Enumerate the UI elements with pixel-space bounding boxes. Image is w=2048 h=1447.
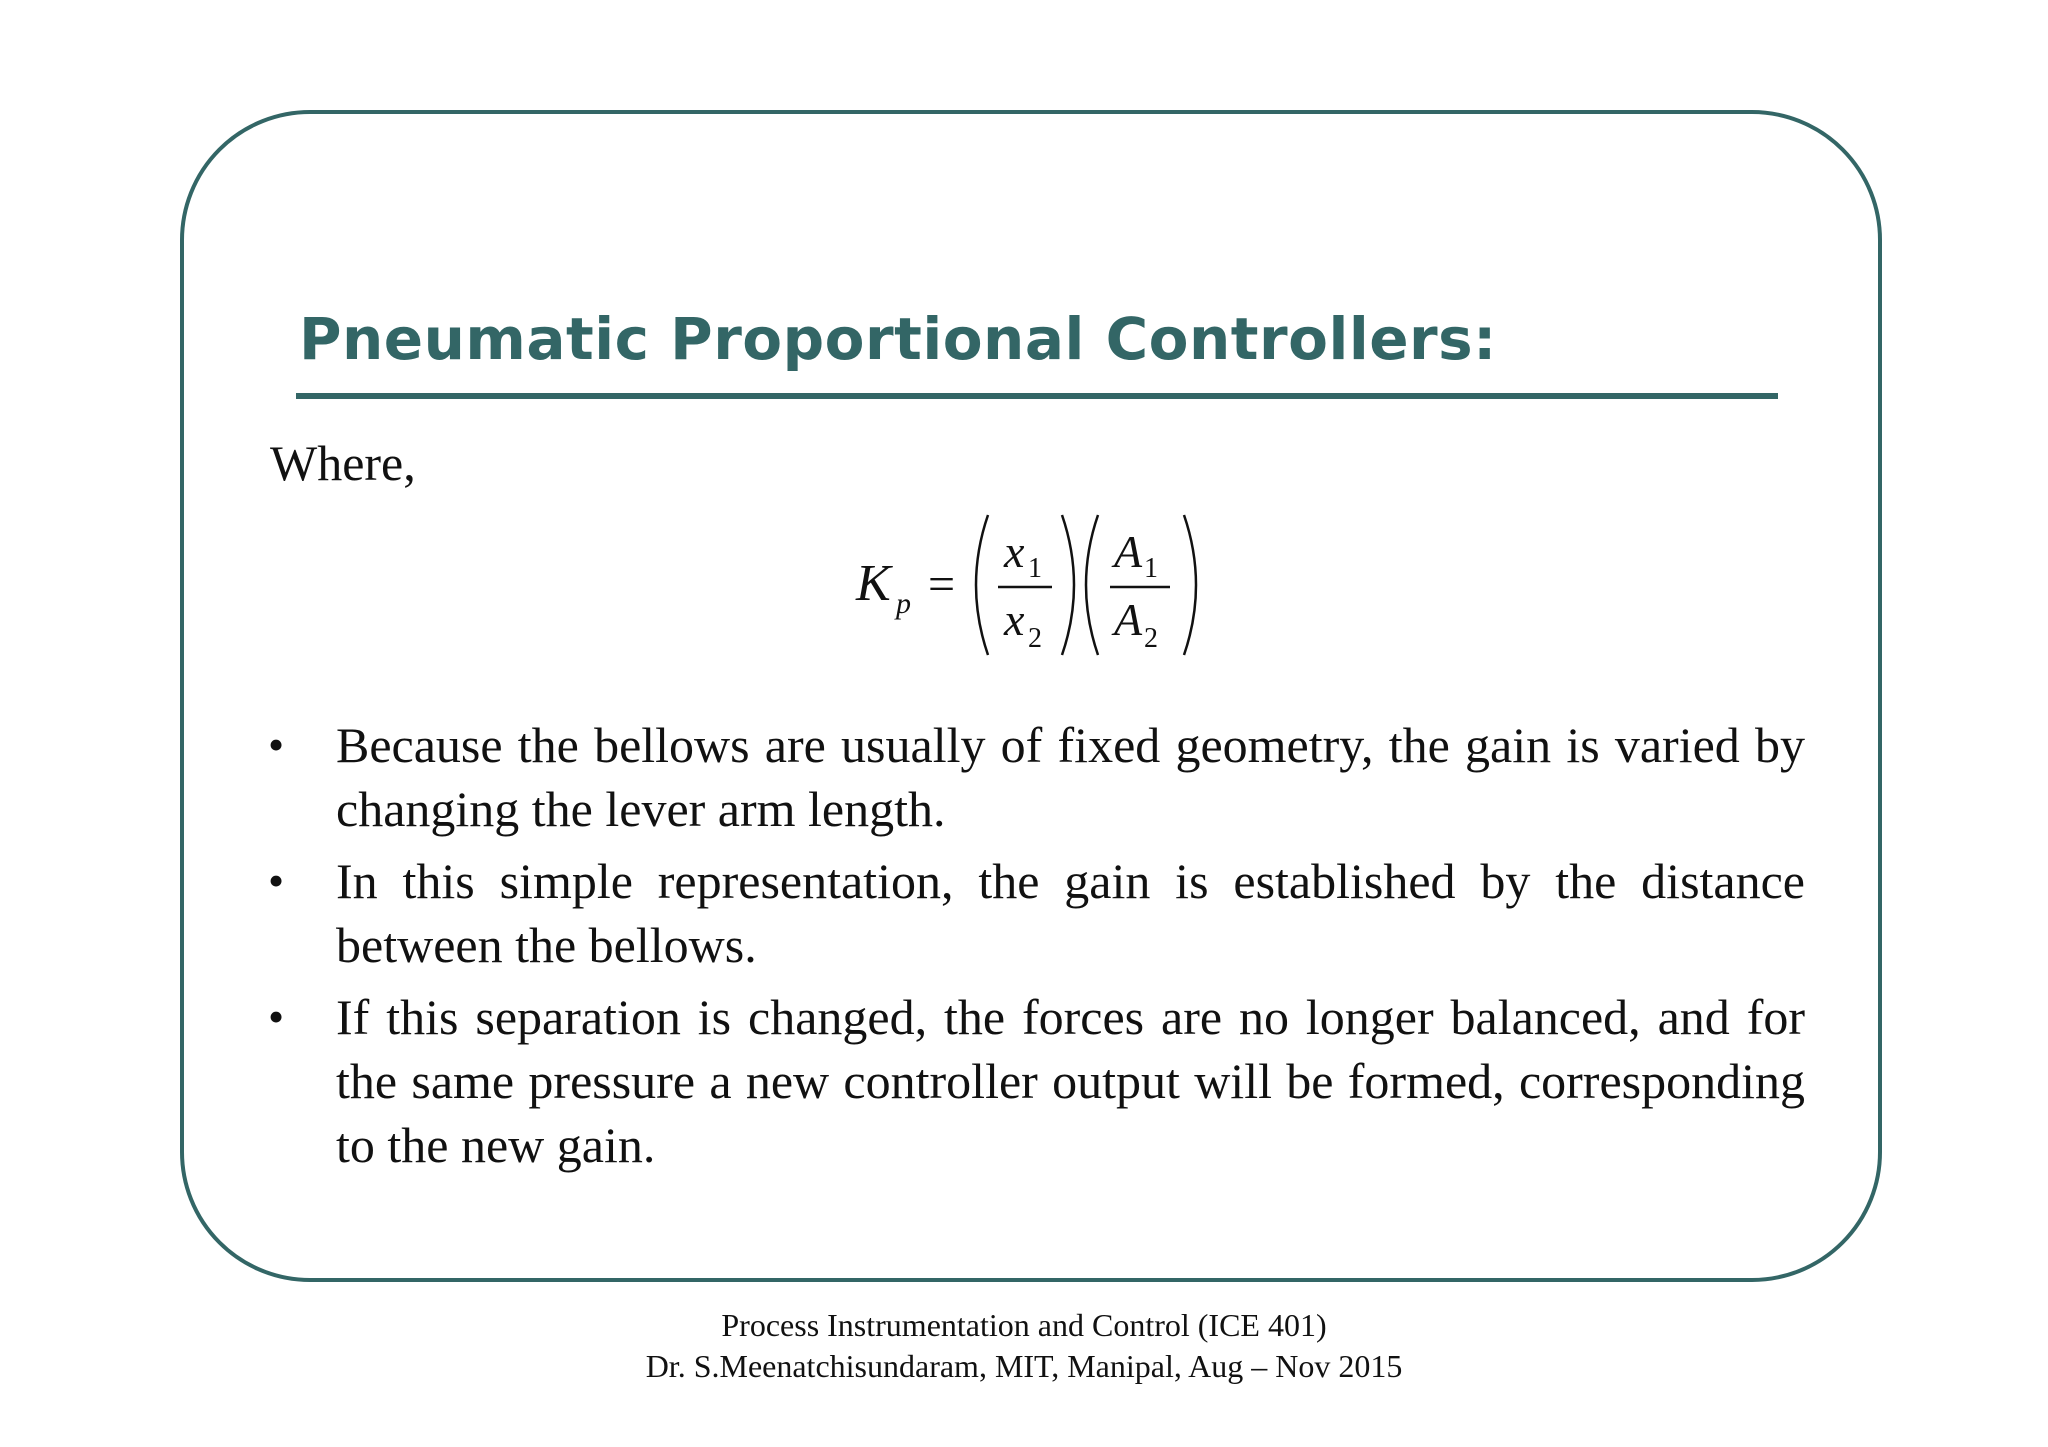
title-underline — [296, 393, 1778, 399]
eq-frac2-den-sub: 2 — [1144, 623, 1158, 654]
bullet-text: In this simple representation, the gain is established by the distance between the bellows. — [336, 853, 1805, 973]
intro-text: Where, — [270, 435, 416, 491]
eq-frac2-num: A — [1114, 526, 1143, 577]
eq-frac2-den: A — [1114, 594, 1143, 645]
gain-equation-svg — [848, 505, 1208, 665]
bullet-item — [260, 849, 1805, 977]
eq-paren-close-1 — [1062, 515, 1074, 655]
eq-equals: = — [928, 558, 956, 611]
bullet-text: If this separation is changed, the forces are no longer balanced, and for the same pressure a new controller output will be formed, corresponding to the new gain. — [336, 989, 1805, 1173]
footer-course: Process Instrumentation and Control (ICE 401) — [721, 1307, 1327, 1343]
eq-lhs-subscript: p — [896, 587, 911, 620]
eq-frac1-den-sub: 2 — [1028, 623, 1042, 654]
footer-author: Dr. S.Meenatchisundaram, MIT, Manipal, Aug – Nov 2015 — [645, 1348, 1403, 1384]
eq-frac2-num-sub: 1 — [1144, 553, 1158, 584]
bullet-item — [260, 713, 1805, 841]
eq-lhs-symbol: K — [856, 555, 891, 612]
eq-frac1-num: x — [1004, 526, 1025, 577]
eq-frac1-den: x — [1004, 594, 1025, 645]
bullet-glyph: • — [268, 719, 285, 770]
eq-paren-open-1 — [976, 515, 988, 655]
slide-title: Pneumatic Proportional Controllers: — [299, 305, 1497, 373]
bullet-glyph: • — [268, 855, 285, 906]
gain-equation — [848, 505, 1208, 665]
bullet-item — [260, 985, 1805, 1177]
eq-paren-close-2 — [1184, 515, 1196, 655]
eq-paren-open-2 — [1086, 515, 1098, 655]
bullet-text: Because the bellows are usually of fixed geometry, the gain is varied by changing the lever arm length. — [336, 717, 1805, 837]
bullet-list — [260, 713, 1805, 1185]
bullet-glyph: • — [268, 991, 285, 1042]
eq-frac1-num-sub: 1 — [1028, 553, 1042, 584]
